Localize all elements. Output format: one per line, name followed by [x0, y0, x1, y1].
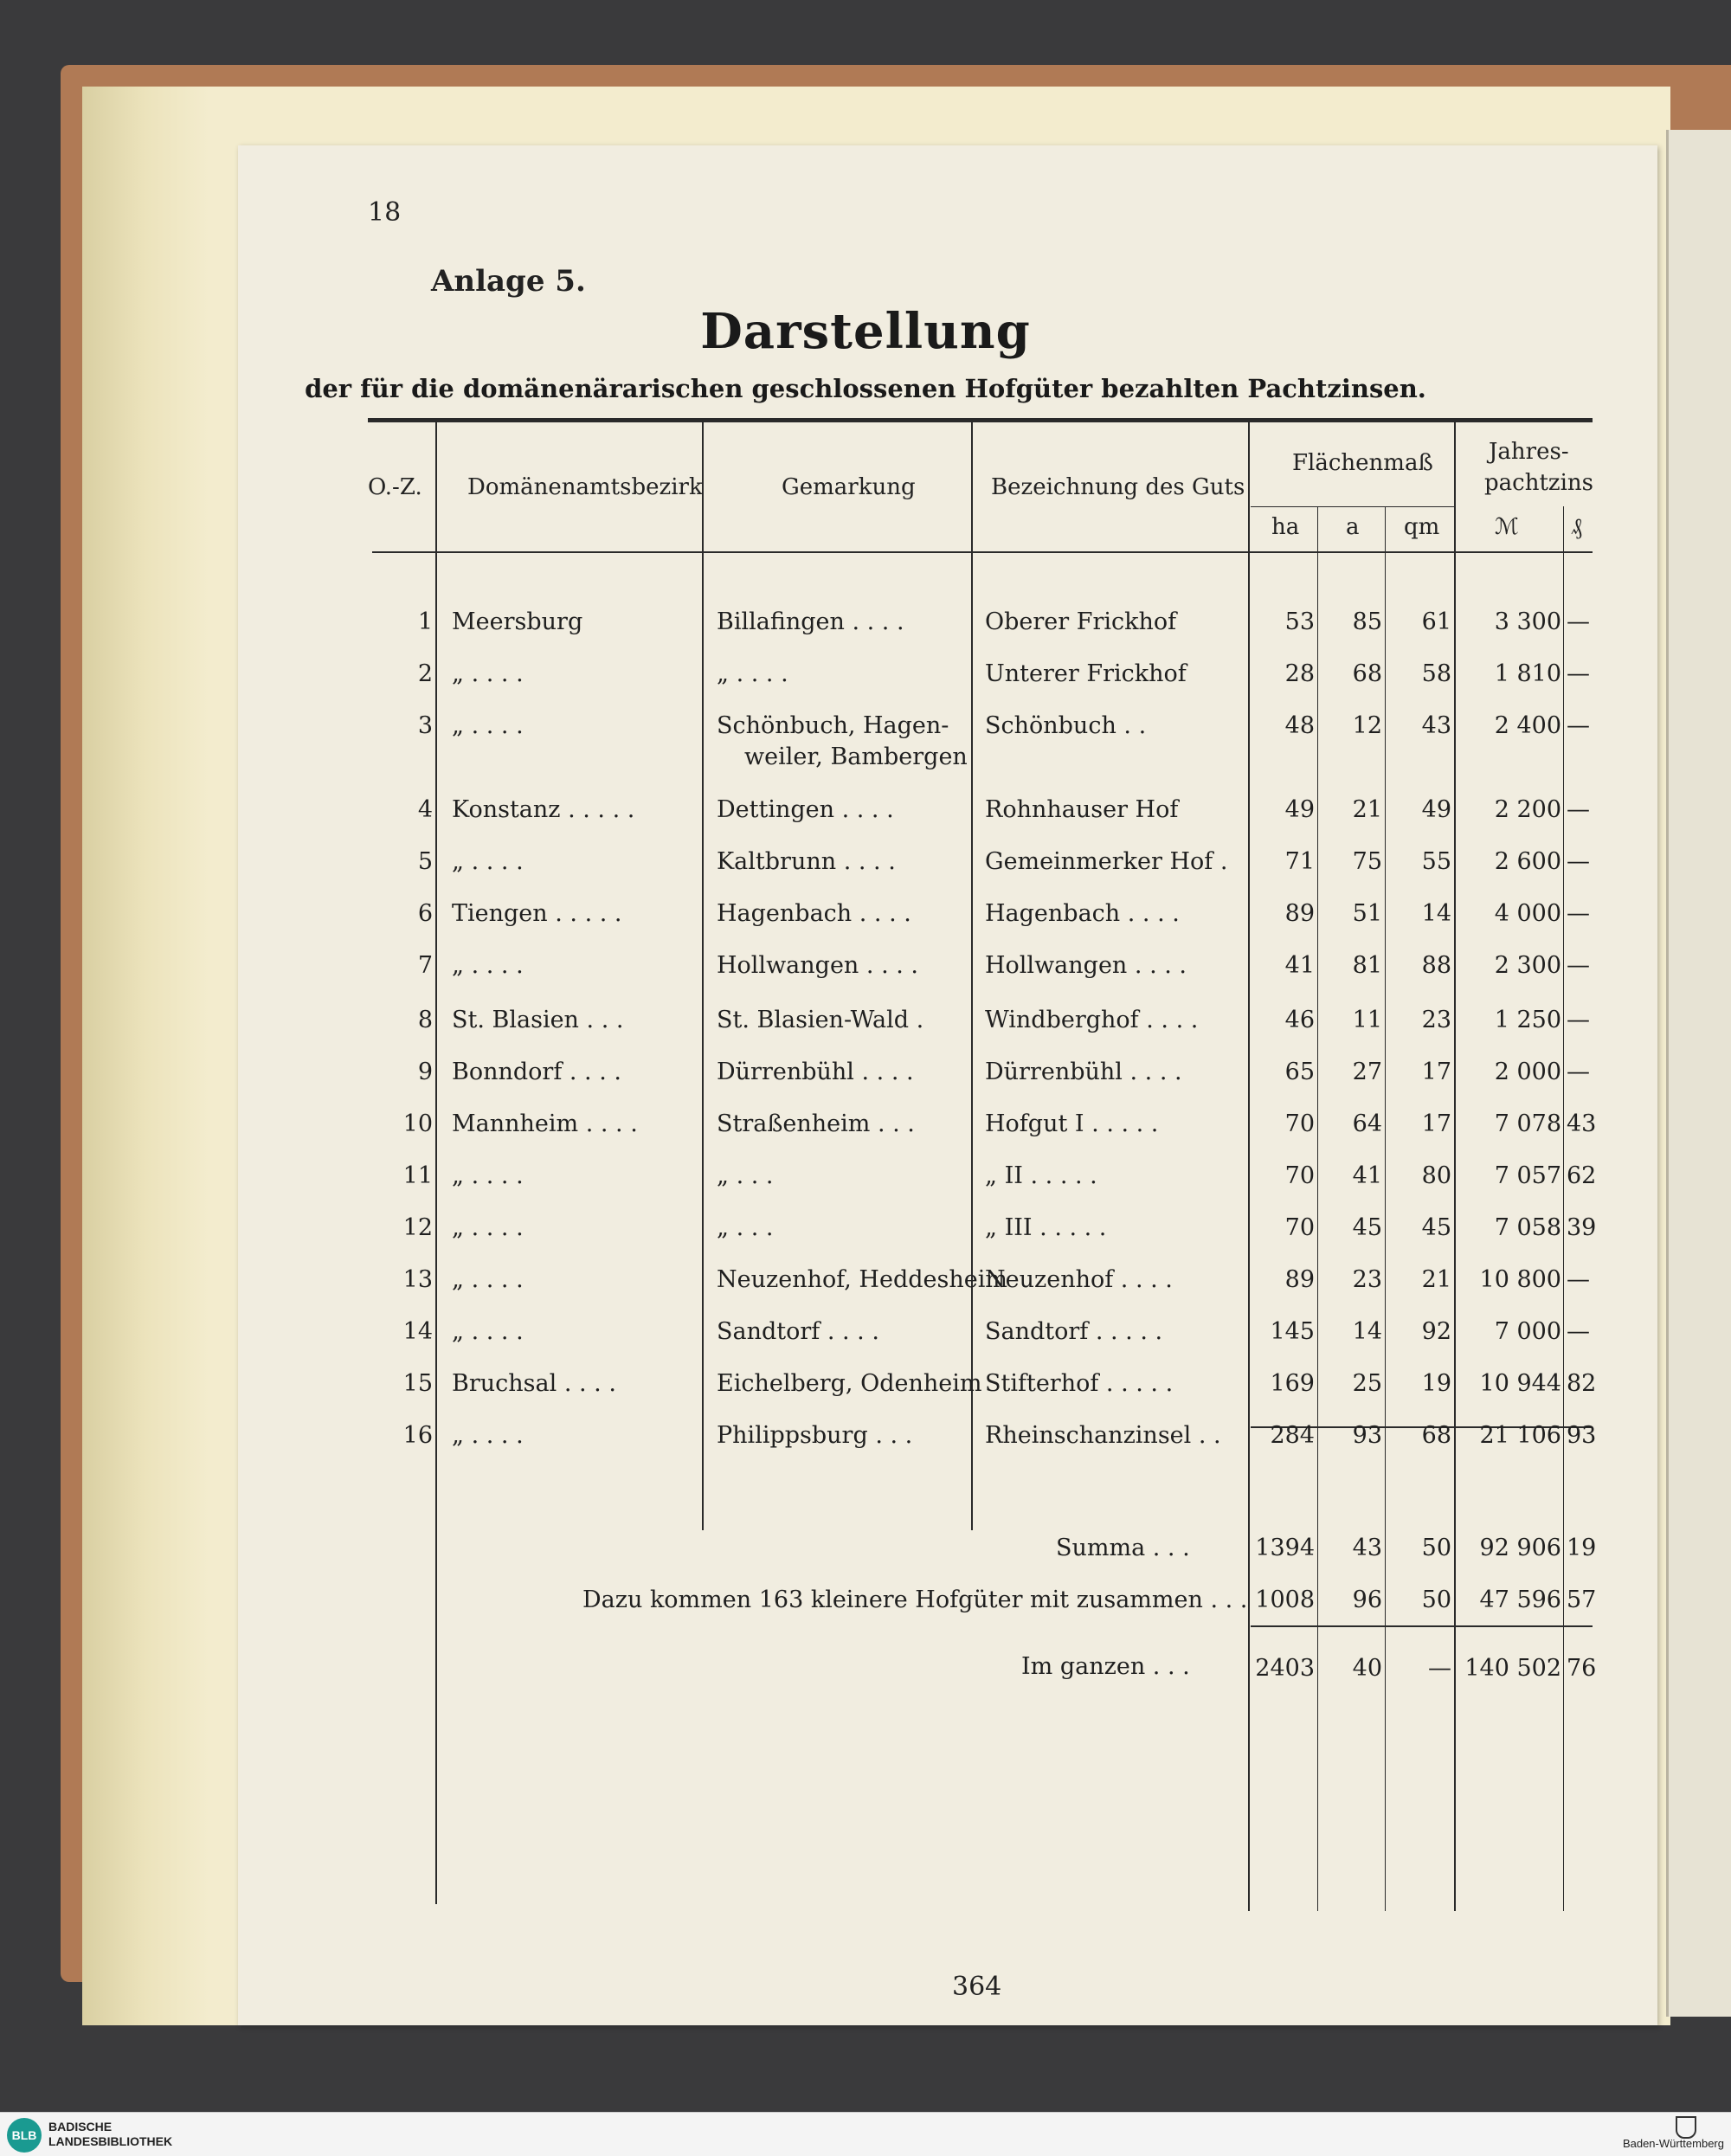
cell-qm: 68 — [1421, 1422, 1451, 1449]
cell-a: 68 — [1352, 660, 1382, 687]
cell-gemarkung: „ . . . . — [717, 660, 788, 687]
cell-ha: 70 — [1284, 1110, 1315, 1137]
cell-ha: 71 — [1284, 848, 1315, 875]
cell-a: 45 — [1352, 1214, 1382, 1241]
cell-bezirk: „ . . . . — [452, 952, 524, 979]
cell-pf: — — [1567, 712, 1590, 739]
cell-oz: 4 — [417, 796, 433, 823]
cell-qm: 45 — [1421, 1214, 1451, 1241]
cell-qm: 21 — [1421, 1266, 1451, 1293]
cell-mark: 10 944 — [1479, 1370, 1561, 1397]
cell-oz: 14 — [402, 1318, 433, 1345]
cell-gemarkung: „ . . . — [717, 1214, 774, 1241]
cell-gemarkung: Philippsburg . . . — [717, 1422, 913, 1449]
cell-bezirk: „ . . . . — [452, 1318, 524, 1345]
cell-pf: — — [1567, 796, 1590, 823]
cell-mark: 1 810 — [1494, 660, 1561, 687]
cell-gut: Dürrenbühl . . . . — [985, 1059, 1182, 1085]
cell-oz: 11 — [402, 1162, 433, 1189]
header-ha: ha — [1271, 514, 1300, 540]
cell-bezirk: Tiengen . . . . . — [452, 900, 622, 927]
cell-gut: Oberer Frickhof — [985, 608, 1177, 635]
cell-mark: 2 200 — [1494, 796, 1561, 823]
col-rule-5 — [1317, 506, 1318, 1911]
summa-mark: 92 906 — [1479, 1535, 1561, 1561]
document-title: Darstellung — [700, 303, 1031, 360]
cell-a: 81 — [1352, 952, 1382, 979]
header-pacht-1: Jahres- — [1489, 439, 1569, 465]
cell-qm: 55 — [1421, 848, 1451, 875]
cell-bezirk: Meersburg — [452, 608, 583, 635]
cell-bezirk: „ . . . . — [452, 848, 524, 875]
cell-gemarkung: Straßenheim . . . — [717, 1110, 915, 1137]
summa-label: Summa . . . — [1056, 1535, 1190, 1561]
cell-mark: 10 800 — [1479, 1266, 1561, 1293]
flaeche-rule — [1251, 506, 1454, 507]
cell-gemarkung: Kaltbrunn . . . . — [717, 848, 896, 875]
col-rule-3 — [971, 422, 973, 1530]
cell-gemarkung: St. Blasien-Wald . — [717, 1007, 924, 1033]
annex-label: Anlage 5. — [431, 264, 586, 299]
dazu-qm: 50 — [1421, 1586, 1451, 1613]
cell-a: 27 — [1352, 1059, 1382, 1085]
cell-ha: 28 — [1284, 660, 1315, 687]
cell-mark: 7 078 — [1494, 1110, 1561, 1137]
cell-oz: 7 — [417, 952, 433, 979]
cell-mark: 3 300 — [1494, 608, 1561, 635]
cell-ha: 65 — [1284, 1059, 1315, 1085]
header-a: a — [1346, 514, 1360, 540]
ganzen-mark: 140 502 — [1464, 1655, 1561, 1682]
cell-pf: 39 — [1567, 1214, 1597, 1241]
cell-ha: 41 — [1284, 952, 1315, 979]
ganzen-pf: 76 — [1567, 1655, 1597, 1682]
cell-bezirk: Bonndorf . . . . — [452, 1059, 621, 1085]
ganzen-rule — [1251, 1625, 1593, 1627]
cell-bezirk: Mannheim . . . . — [452, 1110, 638, 1137]
cell-gemarkung: Dettingen . . . . — [717, 796, 894, 823]
cell-ha: 169 — [1270, 1370, 1315, 1397]
cell-gemarkung-continued: weiler, Bambergen — [744, 743, 968, 770]
cell-gut: Rheinschanzinsel . . — [985, 1422, 1221, 1449]
cell-oz: 12 — [402, 1214, 433, 1241]
cell-oz: 3 — [417, 712, 433, 739]
cell-pf: — — [1567, 1007, 1590, 1033]
cell-bezirk: St. Blasien . . . — [452, 1007, 624, 1033]
cell-mark: 2 300 — [1494, 952, 1561, 979]
cell-bezirk: Bruchsal . . . . — [452, 1370, 616, 1397]
cell-ha: 145 — [1270, 1318, 1315, 1345]
cell-pf: — — [1567, 608, 1590, 635]
cell-bezirk: „ . . . . — [452, 712, 524, 739]
cell-a: 85 — [1352, 608, 1382, 635]
cell-mark: 7 058 — [1494, 1214, 1561, 1241]
cell-oz: 15 — [402, 1370, 433, 1397]
cell-gut: „ III . . . . . — [985, 1214, 1107, 1241]
cell-oz: 1 — [417, 608, 433, 635]
page-number-top: 18 — [368, 197, 402, 228]
footer-bar — [0, 2112, 1731, 2156]
cell-oz: 16 — [402, 1422, 433, 1449]
cell-qm: 14 — [1421, 900, 1451, 927]
header-gut: Bezeichnung des Guts — [991, 474, 1245, 500]
cell-mark: 2 000 — [1494, 1059, 1561, 1085]
cell-gut: Rohnhauser Hof — [985, 796, 1179, 823]
cell-gut: Schönbuch . . — [985, 712, 1147, 739]
cell-mark: 1 250 — [1494, 1007, 1561, 1033]
cell-gut: Gemeinmerker Hof . — [985, 848, 1228, 875]
cell-pf: — — [1567, 660, 1590, 687]
cell-gut: „ II . . . . . — [985, 1162, 1097, 1189]
cell-gut: Hofgut I . . . . . — [985, 1110, 1159, 1137]
cell-gut: Stifterhof . . . . . — [985, 1370, 1174, 1397]
cell-a: 41 — [1352, 1162, 1382, 1189]
cell-ha: 70 — [1284, 1162, 1315, 1189]
dazu-ha: 1008 — [1255, 1586, 1315, 1613]
cell-a: 93 — [1352, 1422, 1382, 1449]
cell-a: 12 — [1352, 712, 1382, 739]
facing-page-edge — [1666, 130, 1731, 2017]
cell-ha: 284 — [1270, 1422, 1315, 1449]
cell-oz: 6 — [417, 900, 433, 927]
header-pacht-2: pachtzins — [1484, 470, 1594, 496]
cell-bezirk: Konstanz . . . . . — [452, 796, 635, 823]
state-label[interactable]: Baden-Württemberg — [1622, 2137, 1724, 2150]
cell-gemarkung: „ . . . — [717, 1162, 774, 1189]
scanned-page — [238, 145, 1657, 2025]
cell-qm: 61 — [1421, 608, 1451, 635]
summa-pf: 19 — [1567, 1535, 1597, 1561]
cell-pf: 82 — [1567, 1370, 1597, 1397]
cell-gemarkung: Hagenbach . . . . — [717, 900, 911, 927]
col-rule-2 — [702, 422, 704, 1530]
page-number-bottom: 364 — [952, 1972, 1002, 2002]
cell-oz: 5 — [417, 848, 433, 875]
cell-gut: Hagenbach . . . . — [985, 900, 1180, 927]
cell-ha: 89 — [1284, 1266, 1315, 1293]
cell-a: 14 — [1352, 1318, 1382, 1345]
cell-pf: 43 — [1567, 1110, 1597, 1137]
col-rule-1 — [435, 422, 437, 1904]
cell-pf: — — [1567, 1059, 1590, 1085]
crest-icon — [1676, 2116, 1696, 2139]
ganzen-label: Im ganzen . . . — [1021, 1653, 1190, 1680]
cell-a: 25 — [1352, 1370, 1382, 1397]
dazu-pf: 57 — [1567, 1586, 1597, 1613]
cell-oz: 2 — [417, 660, 433, 687]
cell-qm: 80 — [1421, 1162, 1451, 1189]
cell-a: 75 — [1352, 848, 1382, 875]
ganzen-a: 40 — [1352, 1655, 1382, 1682]
cell-bezirk: „ . . . . — [452, 660, 524, 687]
cell-mark: 2 400 — [1494, 712, 1561, 739]
cell-bezirk: „ . . . . — [452, 1162, 524, 1189]
header-mark: ℳ — [1495, 514, 1519, 540]
cell-qm: 49 — [1421, 796, 1451, 823]
cell-pf: 93 — [1567, 1422, 1597, 1449]
cell-mark: 7 000 — [1494, 1318, 1561, 1345]
cell-qm: 92 — [1421, 1318, 1451, 1345]
summa-a: 43 — [1352, 1535, 1382, 1561]
cell-mark: 21 106 — [1479, 1422, 1561, 1449]
cell-qm: 23 — [1421, 1007, 1451, 1033]
cell-qm: 17 — [1421, 1059, 1451, 1085]
cell-qm: 19 — [1421, 1370, 1451, 1397]
cell-a: 21 — [1352, 796, 1382, 823]
cell-ha: 48 — [1284, 712, 1315, 739]
library-name — [48, 2120, 172, 2149]
header-bottom-rule — [372, 551, 1593, 553]
cell-gemarkung: Schönbuch, Hagen- — [717, 712, 949, 739]
cell-oz: 8 — [417, 1007, 433, 1033]
cell-gut: Unterer Frickhof — [985, 660, 1187, 687]
cell-a: 64 — [1352, 1110, 1382, 1137]
cell-pf: — — [1567, 900, 1590, 927]
cell-gut: Sandtorf . . . . . — [985, 1318, 1163, 1345]
summa-qm: 50 — [1421, 1535, 1451, 1561]
header-oz: O.-Z. — [368, 474, 422, 500]
header-qm: qm — [1404, 514, 1440, 540]
cell-pf: — — [1567, 952, 1590, 979]
cell-a: 23 — [1352, 1266, 1382, 1293]
dazu-mark: 47 596 — [1479, 1586, 1561, 1613]
header-gemarkung: Gemarkung — [782, 474, 916, 500]
cell-gemarkung: Eichelberg, Odenheim — [717, 1370, 982, 1397]
cell-oz: 9 — [417, 1059, 433, 1085]
cell-ha: 53 — [1284, 608, 1315, 635]
dazu-a: 96 — [1352, 1586, 1382, 1613]
header-bezirk: Domänenamtsbezirk — [467, 474, 703, 500]
cell-gemarkung: Hollwangen . . . . — [717, 952, 918, 979]
cell-bezirk: „ . . . . — [452, 1266, 524, 1293]
cell-oz: 10 — [402, 1110, 433, 1137]
cell-mark: 2 600 — [1494, 848, 1561, 875]
cell-qm: 17 — [1421, 1110, 1451, 1137]
cell-a: 51 — [1352, 900, 1382, 927]
table-top-rule — [368, 418, 1593, 422]
col-rule-6 — [1385, 506, 1386, 1911]
cell-ha: 70 — [1284, 1214, 1315, 1241]
ganzen-ha: 2403 — [1255, 1655, 1315, 1682]
cell-pf: 62 — [1567, 1162, 1597, 1189]
cell-qm: 88 — [1421, 952, 1451, 979]
document-subtitle: der für die domänenärarischen geschlossenen Hofgüter bezahlten Pachtzinsen. — [305, 374, 1426, 403]
cell-gemarkung: Dürrenbühl . . . . — [717, 1059, 914, 1085]
cell-gut: Neuzenhof . . . . — [985, 1266, 1173, 1293]
cell-a: 11 — [1352, 1007, 1382, 1033]
cell-gemarkung: Billafingen . . . . — [717, 608, 904, 635]
cell-gut: Hollwangen . . . . — [985, 952, 1187, 979]
library-name-line1: BADISCHE — [48, 2120, 113, 2133]
cell-gemarkung: Sandtorf . . . . — [717, 1318, 879, 1345]
col-rule-8 — [1563, 506, 1564, 1911]
cell-bezirk: „ . . . . — [452, 1422, 524, 1449]
dazu-label: Dazu kommen 163 kleinere Hofgüter mit zusammen . . . — [582, 1586, 1248, 1613]
cell-pf: — — [1567, 1318, 1590, 1345]
header-pf: ₰ — [1571, 514, 1582, 540]
cell-bezirk: „ . . . . — [452, 1214, 524, 1241]
cell-mark: 4 000 — [1494, 900, 1561, 927]
cell-qm: 58 — [1421, 660, 1451, 687]
cell-gemarkung: Neuzenhof, Heddesheim — [717, 1266, 1007, 1293]
cell-ha: 89 — [1284, 900, 1315, 927]
cell-gut: Windberghof . . . . — [985, 1007, 1199, 1033]
header-flaeche: Flächenmaß — [1292, 450, 1433, 476]
blb-logo[interactable]: BLB — [7, 2118, 42, 2153]
cell-ha: 46 — [1284, 1007, 1315, 1033]
cell-qm: 43 — [1421, 712, 1451, 739]
cell-oz: 13 — [402, 1266, 433, 1293]
ganzen-qm: — — [1428, 1655, 1451, 1682]
cell-ha: 49 — [1284, 796, 1315, 823]
cell-pf: — — [1567, 848, 1590, 875]
summa-ha: 1394 — [1255, 1535, 1315, 1561]
library-name-line2: LANDESBIBLIOTHEK — [48, 2134, 173, 2148]
cell-mark: 7 057 — [1494, 1162, 1561, 1189]
cell-pf: — — [1567, 1266, 1590, 1293]
